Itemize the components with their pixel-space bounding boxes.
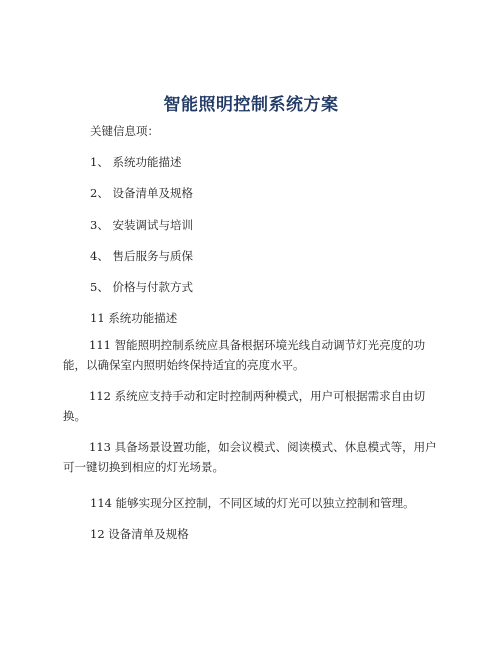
list-item: 1、 系统功能描述 [90, 155, 182, 169]
list-item: 2、 设备清单及规格 [90, 186, 193, 200]
list-item: 3、 安装调试与培训 [90, 218, 193, 232]
list-item: 4、 售后服务与质保 [90, 249, 193, 263]
paragraph-111: 111 智能照明控制系统应具备根据环境光线自动调节灯光亮度的功能，以确保室内照明始终保持适宜的亮度水平。 [63, 338, 426, 372]
paragraph-113: 113 具备场景设置功能，如会议模式、阅读模式、休息模式等，用户可一键切换到相应的灯光场景。 [63, 440, 437, 474]
section-heading: 11 系统功能描述 [90, 311, 178, 325]
paragraph-114: 114 能够实现分区控制，不同区域的灯光可以独立控制和管理。 [90, 496, 415, 510]
document-title: 智能照明控制系统方案 [163, 95, 339, 115]
list-item: 5、 价格与付款方式 [90, 280, 193, 294]
paragraph-112: 112 系统应支持手动和定时控制两种模式，用户可根据需求自由切换。 [63, 389, 426, 423]
intro-heading: 关键信息项： [90, 124, 159, 138]
section-heading: 12 设备清单及规格 [90, 527, 189, 541]
